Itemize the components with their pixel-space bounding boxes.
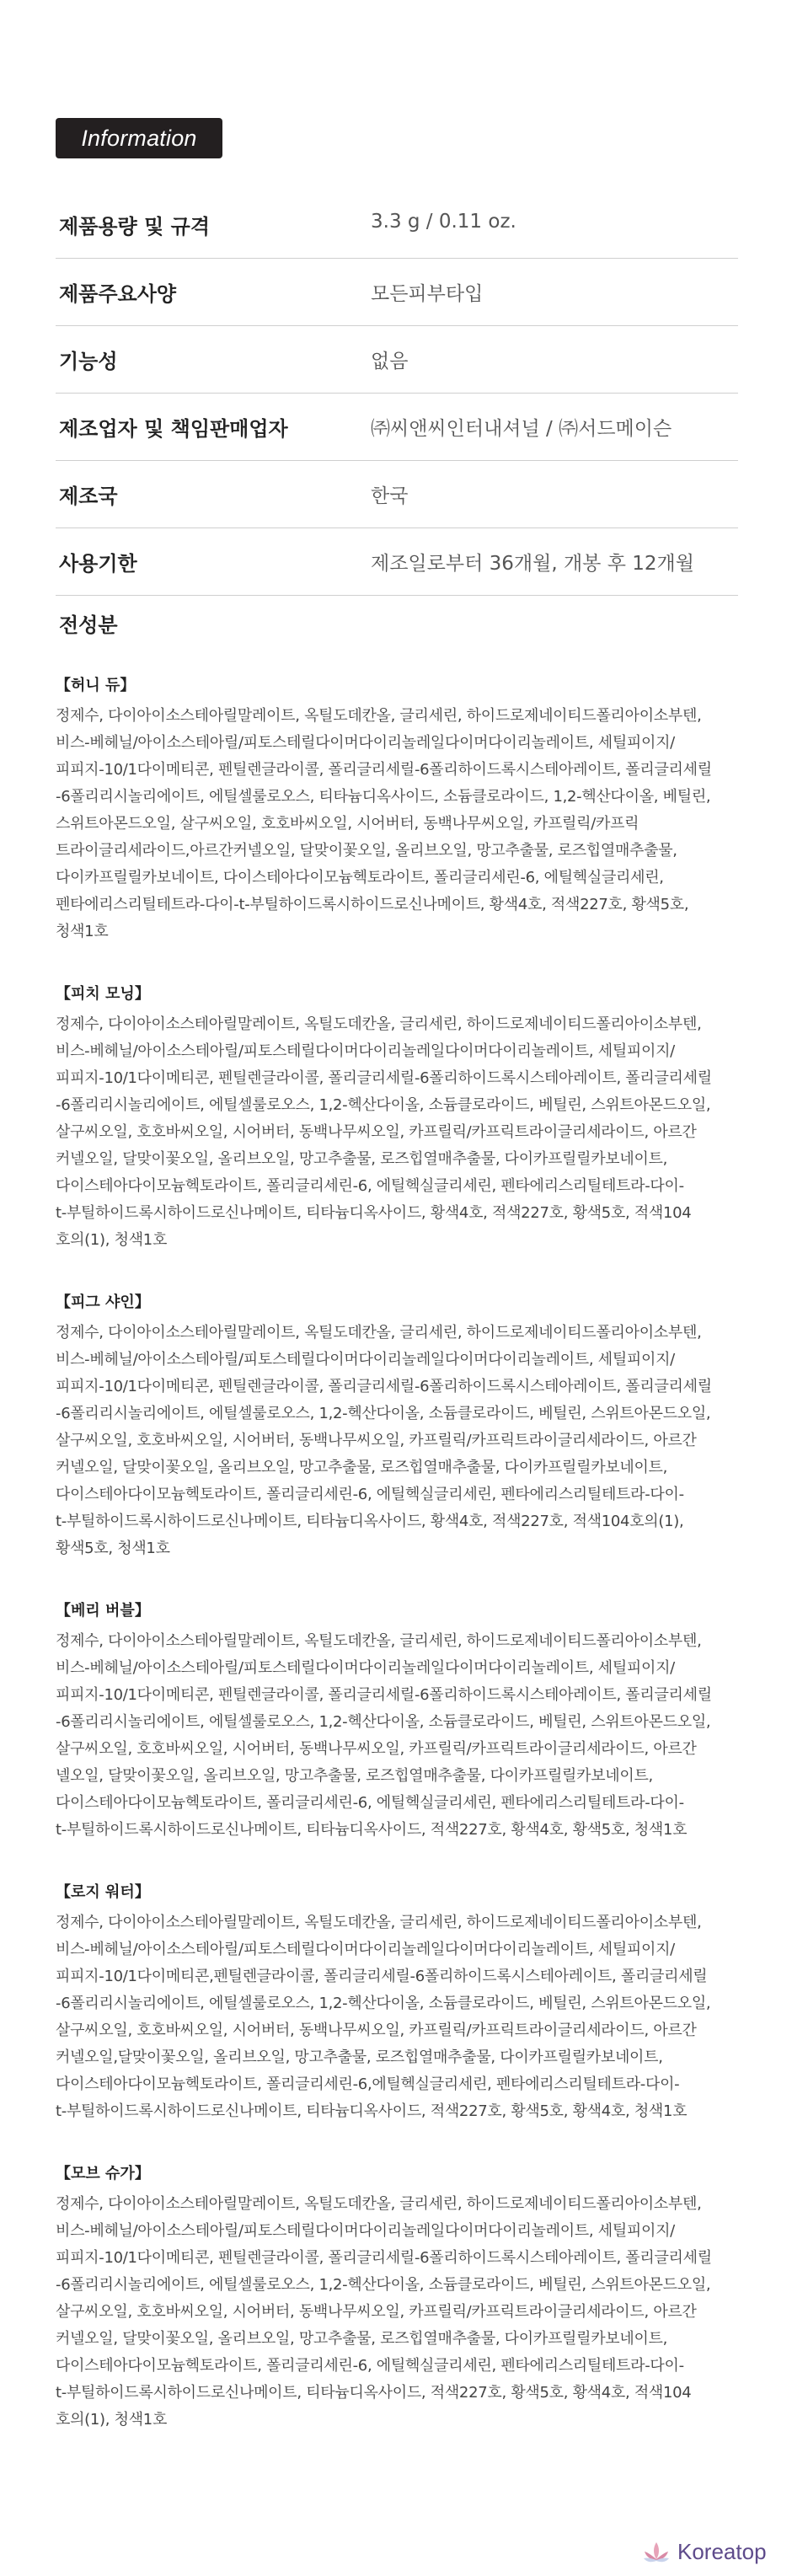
ingredient-line: 정제수, 다이아이소스테아릴말레이트, 옥틸도데칸올, 글리세린, 하이드로제네이티드폴리아이소부텐, xyxy=(56,1324,702,1342)
ingredient-section xyxy=(56,1598,740,1844)
shade-name: 【피치 모닝】 xyxy=(56,985,150,1003)
information-badge xyxy=(56,118,222,158)
ingredient-section xyxy=(56,672,740,945)
ingredient-line: 커넬오일,달맞이꽃오일, 올리브오일, 망고추출물, 로즈힙열매추출물, 다이카프릴릴카보네이트, xyxy=(56,2048,663,2066)
ingredient-text xyxy=(56,1909,740,2125)
info-key: 사용기한 xyxy=(59,552,137,576)
ingredient-text xyxy=(56,1320,740,1562)
ingredient-line: 정제수, 다이아이소스테아릴말레이트, 옥틸도데칸올, 글리세린, 하이드로제네이티드폴리아이소부텐, xyxy=(56,1015,702,1033)
ingredient-line: -6폴리리시놀리에이트, 에틸셀룰로오스, 1,2-헥산다이올, 소듐클로라이드, 베틸린, 스위트아몬드오일, xyxy=(56,2276,711,2294)
ingredient-text xyxy=(56,703,740,945)
info-value: 제조일로부터 36개월, 개봉 후 12개월 xyxy=(371,553,694,575)
ingredient-line: t-부틸하이드록시하이드로신나메이트, 티타늄디옥사이드, 황색4호, 적색227호, 황색5호, 적색104 xyxy=(56,1204,692,1222)
ingredient-line: 살구씨오일, 호호바씨오일, 시어버터, 동백나무씨오일, 카프릴릭/카프릭트라이글리세라이드, 아르간 xyxy=(56,1432,697,1449)
info-value: 3.3 g / 0.11 oz. xyxy=(371,211,516,233)
ingredient-line: -6폴리리시놀리에이트, 에틸셀룰로오스, 1,2-헥산다이올, 소듐클로라이드, 베틸린, 스위트아몬드오일, xyxy=(56,1405,711,1422)
shade-name: 【피그 샤인】 xyxy=(56,1293,150,1311)
info-key: 제품주요사양 xyxy=(59,282,177,306)
info-value: 없음 xyxy=(371,351,409,372)
info-row xyxy=(56,394,738,461)
ingredient-line: 살구씨오일, 호호바씨오일, 시어버터, 동백나무씨오일, 카프릴릭/카프릭트라이글리세라이드, 아르간 xyxy=(56,1123,697,1141)
ingredient-line: 황색5호, 청색1호 xyxy=(56,1540,170,1557)
ingredients-title: 전성분 xyxy=(59,613,118,637)
info-key: 제품용량 및 규격 xyxy=(59,215,210,238)
ingredient-line: 정제수, 다이아이소스테아릴말레이트, 옥틸도데칸올, 글리세린, 하이드로제네이티드폴리아이소부텐, xyxy=(56,1914,702,1931)
ingredient-text xyxy=(56,1011,740,1254)
ingredient-line: t-부틸하이드록시하이드로신나메이트, 티타늄디옥사이드, 적색227호, 황색5호, 황색4호, 청색1호 xyxy=(56,2102,688,2120)
ingredient-line: 다이스테아다이모늄헥토라이트, 폴리글리세린-6,에틸헥실글리세린, 펜타에리스리틸테트라-다이- xyxy=(56,2075,680,2093)
ingredient-line: 다이카프릴릴카보네이트, 다이스테아다이모늄헥토라이트, 폴리글리세린-6, 에틸헥실글리세린, xyxy=(56,869,664,886)
ingredient-line: 비스-베헤닐/아이소스테아릴/피토스테릴다이머다이리놀레일다이머다이리놀레이트, 세틸피이지/ xyxy=(56,734,675,752)
ingredient-line: 살구씨오일, 호호바씨오일, 시어버터, 동백나무씨오일, 카프릴릭/카프릭트라이글리세라이드, 아르간 xyxy=(56,1740,697,1758)
ingredient-line: 비스-베헤닐/아이소스테아릴/피토스테릴다이머다이리놀레일다이머다이리놀레이트, 세틸피이지/ xyxy=(56,2222,675,2240)
koreatop-watermark xyxy=(642,2539,767,2565)
ingredient-line: 다이스테아다이모늄헥토라이트, 폴리글리세린-6, 에틸헥실글리세린, 펜타에리스리틸테트라-다이- xyxy=(56,1486,684,1503)
ingredient-line: t-부틸하이드록시하이드로신나메이트, 티타늄디옥사이드, 황색4호, 적색227호, 적색104호의(1), xyxy=(56,1513,684,1530)
ingredient-line: 호의(1), 청색1호 xyxy=(56,1231,168,1249)
ingredient-line: 피피지-10/1다이메티콘, 펜틸렌글라이콜, 폴리글리세릴-6폴리하이드록시스테아레이트, 폴리글리세릴 xyxy=(56,2249,712,2267)
info-value: 모든피부타입 xyxy=(371,283,484,305)
shade-name: 【베리 버블】 xyxy=(56,1602,150,1620)
ingredient-line: 스위트아몬드오일, 살구씨오일, 호호바씨오일, 시어버터, 동백나무씨오일, 카프릴릭/카프릭 xyxy=(56,815,639,833)
ingredient-section xyxy=(56,981,740,1254)
ingredient-line: 정제수, 다이아이소스테아릴말레이트, 옥틸도데칸올, 글리세린, 하이드로제네이티드폴리아이소부텐, xyxy=(56,2195,702,2213)
info-row xyxy=(56,326,738,394)
ingredient-line: -6폴리리시놀리에이트, 에틸셀룰로오스, 티타늄디옥사이드, 소듐클로라이드, 1,2-헥산다이올, 베틸린, xyxy=(56,788,711,806)
shade-name: 【허니 듀】 xyxy=(56,677,136,694)
info-key: 기능성 xyxy=(59,350,118,373)
info-value: 한국 xyxy=(371,485,409,507)
ingredient-line: t-부틸하이드록시하이드로신나메이트, 티타늄디옥사이드, 적색227호, 황색4호, 황색5호, 청색1호 xyxy=(56,1821,688,1839)
ingredient-line: 넬오일, 달맞이꽃오일, 올리브오일, 망고추출물, 로즈힙열매추출물, 다이카프릴릴카보네이트, xyxy=(56,1767,653,1785)
ingredient-line: 피피지-10/1다이메티콘,펜틸렌글라이콜, 폴리글리세릴-6폴리하이드록시스테아레이트, 폴리글리세릴 xyxy=(56,1968,708,1985)
ingredient-line: 정제수, 다이아이소스테아릴말레이트, 옥틸도데칸올, 글리세린, 하이드로제네이티드폴리아이소부텐, xyxy=(56,707,702,725)
ingredient-line: 피피지-10/1다이메티콘, 펜틸렌글라이콜, 폴리글리세릴-6폴리하이드록시스테아레이트, 폴리글리세릴 xyxy=(56,1378,712,1395)
ingredient-line: 커넬오일, 달맞이꽃오일, 올리브오일, 망고추출물, 로즈힙열매추출물, 다이카프릴릴카보네이트, xyxy=(56,1459,668,1476)
ingredient-section xyxy=(56,1289,740,1562)
ingredient-line: 피피지-10/1다이메티콘, 펜틸렌글라이콜, 폴리글리세릴-6폴리하이드록시스테아레이트, 폴리글리세릴 xyxy=(56,1686,712,1704)
ingredient-text xyxy=(56,1628,740,1844)
ingredient-line: 다이스테아다이모늄헥토라이트, 폴리글리세린-6, 에틸헥실글리세린, 펜타에리스리틸테트라-다이- xyxy=(56,1794,684,1812)
ingredient-text xyxy=(56,2191,740,2434)
ingredient-line: 피피지-10/1다이메티콘, 펜틸렌글라이콜, 폴리글리세릴-6폴리하이드록시스테아레이트, 폴리글리세릴 xyxy=(56,1069,712,1087)
ingredient-line: 다이스테아다이모늄헥토라이트, 폴리글리세린-6, 에틸헥실글리세린, 펜타에리스리틸테트라-다이- xyxy=(56,2357,684,2375)
ingredient-line: 트라이글리세라이드,아르간커넬오일, 달맞이꽃오일, 올리브오일, 망고추출물, 로즈힙열매추출물, xyxy=(56,842,677,860)
ingredient-line: 비스-베헤닐/아이소스테아릴/피토스테릴다이머다이리놀레일다이머다이리놀레이트, 세틸피이지/ xyxy=(56,1659,675,1677)
info-row xyxy=(56,191,738,259)
ingredient-line: 비스-베헤닐/아이소스테아릴/피토스테릴다이머다이리놀레일다이머다이리놀레이트, 세틸피이지/ xyxy=(56,1941,675,1958)
info-value: ㈜씨앤씨인터내셔널 / ㈜서드메이슨 xyxy=(371,418,672,440)
ingredient-line: 살구씨오일, 호호바씨오일, 시어버터, 동백나무씨오일, 카프릴릭/카프릭트라이글리세라이드, 아르간 xyxy=(56,2022,697,2039)
info-row xyxy=(56,461,738,528)
ingredient-line: 살구씨오일, 호호바씨오일, 시어버터, 동백나무씨오일, 카프릴릭/카프릭트라이글리세라이드, 아르간 xyxy=(56,2303,697,2321)
watermark-text: Koreatop xyxy=(677,2539,767,2564)
info-key: 제조국 xyxy=(59,485,118,508)
ingredients-list xyxy=(56,672,740,2469)
ingredient-line: 피피지-10/1다이메티콘, 펜틸렌글라이콜, 폴리글리세릴-6폴리하이드록시스테아레이트, 폴리글리세릴 xyxy=(56,761,712,779)
ingredient-line: t-부틸하이드록시하이드로신나메이트, 티타늄디옥사이드, 적색227호, 황색5호, 황색4호, 적색104 xyxy=(56,2384,692,2402)
lotus-icon xyxy=(642,2540,671,2565)
ingredient-line: 다이스테아다이모늄헥토라이트, 폴리글리세린-6, 에틸헥실글리세린, 펜타에리스리틸테트라-다이- xyxy=(56,1177,684,1195)
ingredient-line: -6폴리리시놀리에이트, 에틸셀룰로오스, 1,2-헥산다이올, 소듐클로라이드, 베틸린, 스위트아몬드오일, xyxy=(56,1096,711,1114)
shade-name: 【모브 슈가】 xyxy=(56,2165,150,2182)
ingredient-line: 커넬오일, 달맞이꽃오일, 올리브오일, 망고추출물, 로즈힙열매추출물, 다이카프릴릴카보네이트, xyxy=(56,2330,668,2348)
ingredient-line: -6폴리리시놀리에이트, 에틸셀룰로오스, 1,2-헥산다이올, 소듐클로라이드, 베틸린, 스위트아몬드오일, xyxy=(56,1713,711,1731)
ingredient-line: -6폴리리시놀리에이트, 에틸셀룰로오스, 1,2-헥산다이올, 소듐클로라이드, 베틸린, 스위트아몬드오일, xyxy=(56,1995,711,2012)
info-row xyxy=(56,528,738,596)
ingredient-line: 비스-베헤닐/아이소스테아릴/피토스테릴다이머다이리놀레일다이머다이리놀레이트, 세틸피이지/ xyxy=(56,1351,675,1368)
ingredient-line: 청색1호 xyxy=(56,923,109,940)
info-row xyxy=(56,259,738,326)
ingredient-section xyxy=(56,1879,740,2125)
ingredient-line: 호의(1), 청색1호 xyxy=(56,2411,168,2429)
product-info-table xyxy=(56,191,738,596)
ingredient-section xyxy=(56,2161,740,2434)
ingredient-line: 펜타에리스리틸테트라-다이-t-부틸하이드록시하이드로신나메이트, 황색4호, 적색227호, 황색5호, xyxy=(56,896,689,913)
ingredient-line: 정제수, 다이아이소스테아릴말레이트, 옥틸도데칸올, 글리세린, 하이드로제네이티드폴리아이소부텐, xyxy=(56,1632,702,1650)
information-label: Information xyxy=(81,125,197,151)
ingredient-line: 비스-베헤닐/아이소스테아릴/피토스테릴다이머다이리놀레일다이머다이리놀레이트, 세틸피이지/ xyxy=(56,1042,675,1060)
shade-name: 【로지 워터】 xyxy=(56,1883,150,1901)
ingredient-line: 커넬오일, 달맞이꽃오일, 올리브오일, 망고추출물, 로즈힙열매추출물, 다이카프릴릴카보네이트, xyxy=(56,1150,668,1168)
info-key: 제조업자 및 책임판매업자 xyxy=(59,417,288,441)
